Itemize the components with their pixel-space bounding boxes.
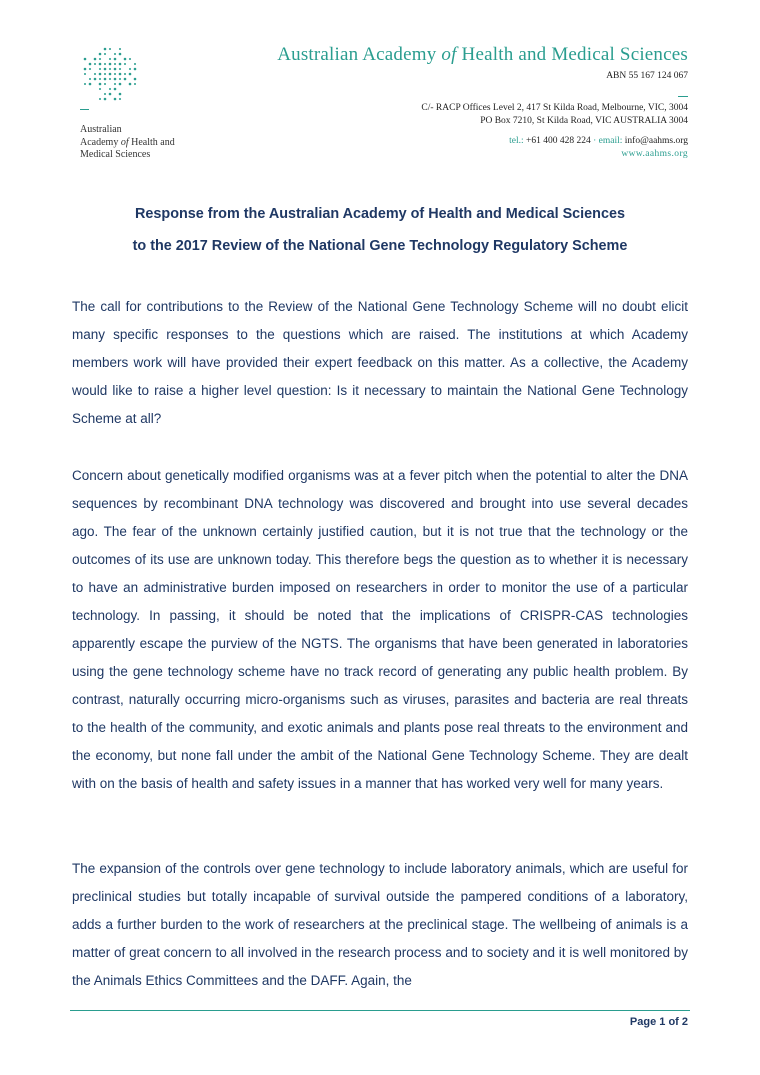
email-link[interactable]: info@aahms.org [622, 136, 688, 146]
paragraph-text: The call for contributions to the Review of the National Gene Technology Scheme will no doubt elicit many specific responses to the questions which are raised. The institutions at which Academy members work will have provided their expert feedback on this matter. As a collective, the Academy would like to raise a higher level question: Is it necessary to maintain the National Gene Technology Scheme at all? [72, 299, 688, 426]
logo-dot [94, 58, 97, 61]
logo-dot [104, 73, 106, 75]
logo-dot [129, 83, 132, 86]
logo-dot [114, 53, 116, 55]
logo-dot [109, 73, 112, 76]
logo-dot [134, 68, 137, 71]
logo-dot [99, 78, 101, 80]
abn-number: ABN 55 167 124 067 [606, 71, 688, 81]
logo-dot [104, 63, 106, 65]
logo-dot [89, 83, 92, 86]
body-paragraph-1 [72, 293, 688, 465]
paragraph-text: The expansion of the controls over gene technology to include laboratory animals, which are useful for preclinical studies but totally incapable of survival outside the pampered conditions of a laboratory, adds a further burden to the work of researchers at the preclinical stage. The wellbeing of animals is a matter of great concern to all involved in the research process and to society and it is well monitored by the Animals Ethics Committees and the DAFF. Again, the [72, 861, 688, 988]
logo-dot [119, 73, 122, 76]
tel-label: tel.: [509, 136, 524, 146]
logo-dot [109, 58, 111, 60]
logo-text-line1: Australian [80, 124, 122, 135]
logo-dot [134, 83, 136, 85]
logo-dot [129, 68, 131, 70]
logo-dot [84, 58, 87, 61]
organisation-name: Australian Academy of Health and Medical Sciences [277, 44, 688, 65]
logo-dot [114, 83, 116, 85]
logo-dot [99, 73, 102, 76]
logo-dot [99, 88, 101, 90]
logo-dot [109, 48, 111, 50]
document-title-line-1: Response from the Australian Academy of Health and Medical Sciences [135, 206, 625, 222]
logo-dot [129, 58, 131, 60]
logo-dot [124, 78, 127, 81]
logo-dot [114, 58, 117, 61]
logo-dot [134, 63, 136, 65]
logo-dot [104, 83, 106, 85]
logo-dot [89, 63, 92, 66]
logo-dot [119, 53, 122, 56]
logo-text-line2: Academy of Health and [80, 136, 175, 148]
header-divider [678, 96, 688, 97]
logo-dot [119, 63, 122, 66]
logo-dot [134, 78, 137, 81]
logo-dot [119, 48, 121, 50]
logo-dot [94, 63, 96, 65]
logo-dot [114, 63, 116, 65]
logo-dot [114, 88, 117, 91]
logo-dot [114, 78, 117, 81]
logo-dot [84, 83, 86, 85]
logo-dot [114, 68, 117, 71]
logo-dot [99, 53, 102, 56]
paragraph-text: Concern about genetically modified organisms was at a fever pitch when the potential to alter the DNA sequences by recombinant DNA technology was discovered and brought into use several decades ago. The fear of the unknown certainly justified caution, but it is not true that the technology or the outcomes of its use are unknown today. This therefore begs the question as to whether it is necessary to have an administrative burden imposed on researchers in order to monitor the use of a particular technology. In passing, it should be noted that the implications of CRISPR-CAS technologies apparently escape the purview of the NGTS. The organisms that have been generated in laboratories using the gene technology scheme have no track record of generating any public health problem. By contrast, naturally occurring micro-organisms such as viruses, parasites and bacteria are real threats to the health of the community, and exotic animals and plants pose real threats to the environment and the economy, but none fall under the ambit of the National Gene Technology Scheme. They are dealt with on the basis of health and safety issues in a manner that has worked very well for many years. [72, 468, 688, 791]
logo-text-line3: Medical Sciences [80, 149, 151, 160]
logo-wordmark [80, 124, 220, 162]
logo-dot [94, 78, 97, 81]
logo-dot [104, 93, 106, 95]
logo-dot [124, 63, 126, 65]
address-line-2: PO Box 7210, St Kilda Road, VIC AUSTRALIA 3004 [480, 116, 688, 126]
logo-dot [99, 83, 102, 86]
logo-dot [124, 73, 126, 75]
logo-dot [89, 68, 91, 70]
body-paragraph-3 [72, 855, 688, 1027]
logo-dot [104, 48, 107, 51]
logo-dot [104, 53, 106, 55]
body-paragraph-2 [72, 462, 688, 830]
logo-dot [109, 63, 112, 66]
logo-dot [104, 68, 107, 71]
logo-divider [80, 109, 89, 110]
footer-rule [70, 1010, 690, 1011]
logo-dot [89, 78, 91, 80]
logo-dot [104, 98, 107, 101]
logo-dot [129, 73, 132, 76]
logo-dot [99, 68, 101, 70]
document-title-line-2: to the 2017 Review of the National Gene Technology Regulatory Scheme [132, 238, 628, 254]
tel-value[interactable]: +61 400 428 224 [523, 136, 591, 146]
academy-logo-icon [80, 45, 140, 105]
logo-dot [119, 98, 121, 100]
email-label: · email: [590, 136, 623, 146]
logo-dot [109, 78, 111, 80]
logo-dot [119, 93, 122, 96]
logo-dot [109, 88, 111, 90]
logo-dot [99, 63, 102, 66]
logo-dot [119, 78, 121, 80]
logo-dot [99, 98, 101, 100]
logo-dot [114, 73, 116, 75]
logo-dot [109, 68, 111, 70]
address-line-1: C/- RACP Offices Level 2, 417 St Kilda Road, Melbourne, VIC, 3004 [421, 103, 688, 113]
logo-dot [119, 83, 122, 86]
logo-dot [84, 68, 87, 71]
contact-line [509, 136, 688, 146]
logo-dot [99, 58, 101, 60]
website-link[interactable]: www.aahms.org [621, 149, 688, 159]
logo-dot [119, 68, 121, 70]
page-number: Page 1 of 2 [629, 1016, 688, 1028]
logo-dot [104, 78, 107, 81]
logo-dot [109, 93, 112, 96]
logo-dot [94, 73, 96, 75]
logo-dot [84, 73, 86, 75]
logo-dot [114, 98, 117, 101]
logo-dot [124, 58, 127, 61]
